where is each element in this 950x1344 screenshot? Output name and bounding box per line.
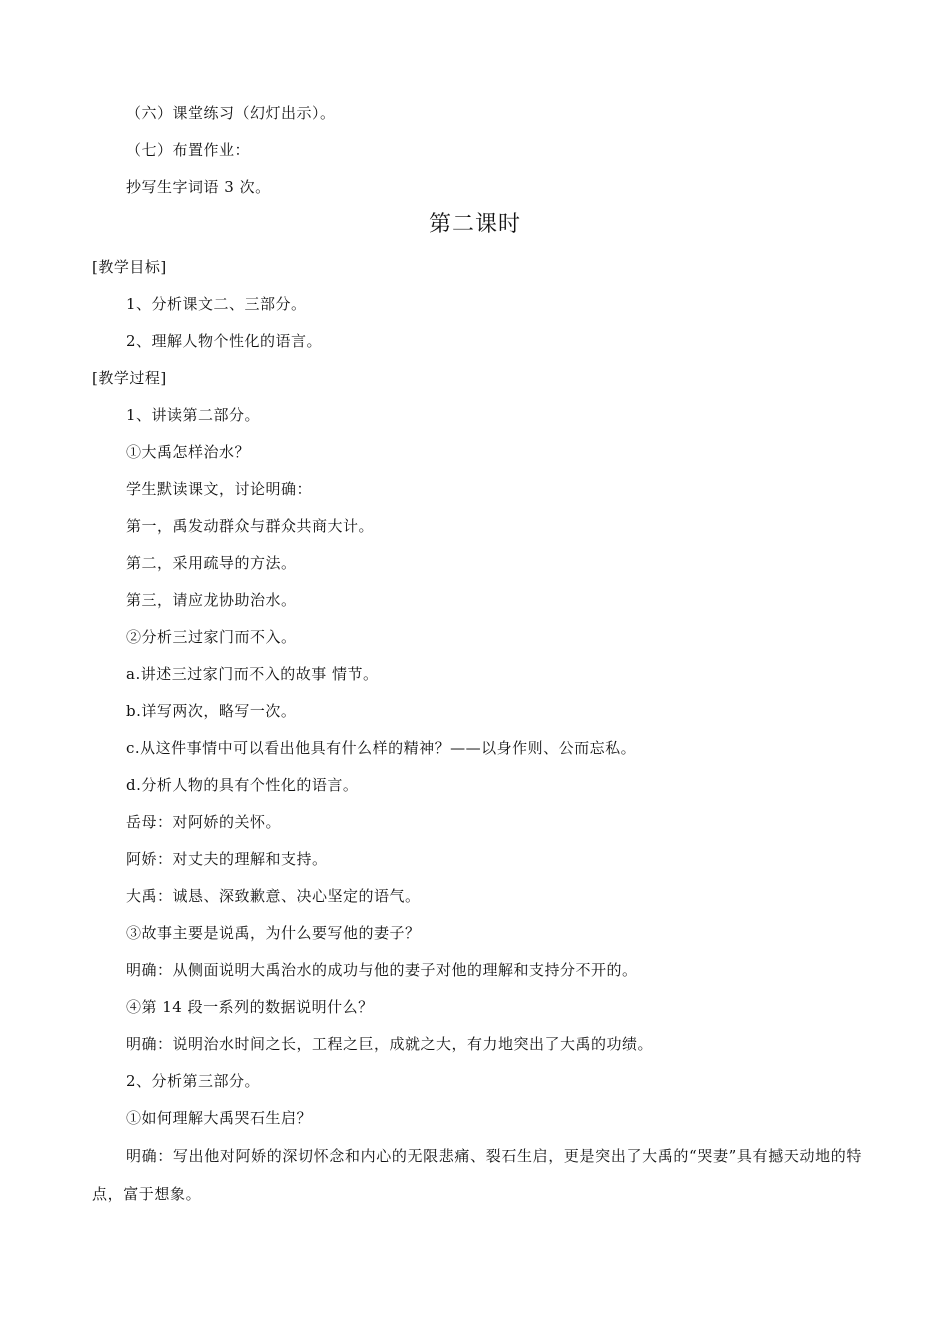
process-line: a.讲述三过家门而不入的故事 情节。 [126,665,379,683]
text-line: （七）布置作业： [126,141,251,159]
process-line: 学生默读课文，讨论明确： [126,480,313,498]
process-line: d.分析人物的具有个性化的语言。 [126,776,359,794]
process-line: ①如何理解大禹哭石生启？ [126,1109,313,1127]
goal-item: 1、分析课文二、三部分。 [126,295,307,313]
process-line: 第三，请应龙协助治水。 [126,591,297,609]
process-line: c.从这件事情中可以看出他具有什么样的精神？——以身作则、公而忘私。 [126,739,637,757]
process-line: b.详写两次，略写一次。 [126,702,297,720]
goal-item: 2、理解人物个性化的语言。 [126,332,323,350]
process-line: 岳母：对阿娇的关怀。 [126,813,282,831]
process-line: 大禹：诚恳、深致歉意、决心坚定的语气。 [126,887,421,905]
process-line: 明确：从侧面说明大禹治水的成功与他的妻子对他的理解和支持分不开的。 [126,961,638,979]
process-line: 明确：说明治水时间之长，工程之巨，成就之大，有力地突出了大禹的功绩。 [126,1035,654,1053]
process-line: 第二，采用疏导的方法。 [126,554,297,572]
final-paragraph: 明确：写出他对阿娇的深切怀念和内心的无限悲痛、裂石生启，更是突出了大禹的“哭妻”具有撼天动地的特点，富于想象。 [92,1147,862,1203]
text-line: 抄写生字词语 3 次。 [126,178,271,196]
process-line: ②分析三过家门而不入。 [126,628,297,646]
section-title: 第二课时 [428,212,521,237]
text-line: （六）课堂练习（幻灯出示）。 [126,104,336,122]
process-line: ①大禹怎样治水？ [126,443,251,461]
process-line: 2、分析第三部分。 [126,1072,261,1090]
goals-heading: [教学目标] [92,258,167,276]
process-line: ③故事主要是说禹，为什么要写他的妻子？ [126,924,421,942]
process-line: ④第 14 段一系列的数据说明什么？ [126,998,374,1016]
process-line: 1、讲读第二部分。 [126,406,261,424]
process-line: 第一，禹发动群众与群众共商大计。 [126,517,375,535]
process-heading: [教学过程] [92,369,167,387]
process-line: 阿娇：对丈夫的理解和支持。 [126,850,328,868]
